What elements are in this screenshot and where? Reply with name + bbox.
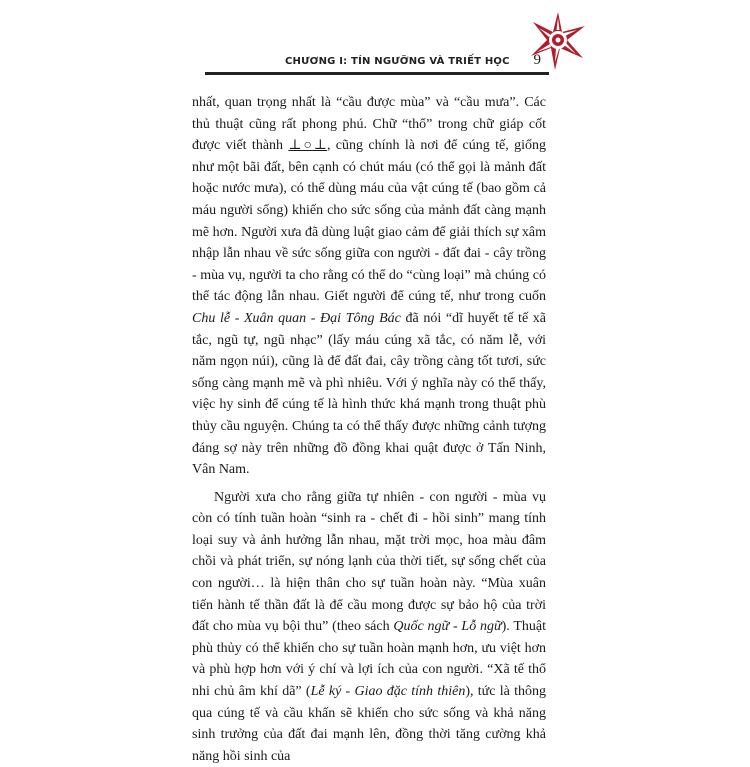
p2-text-3: ), tức là thông qua cúng tế và cầu khấn sẽ khiến cho sức sống và khả năng sinh trưởng của đất đai mạnh lên, đồng thời tăng cường khả năng hồi sinh của [192,684,547,764]
p1-citation-1: Chu lễ - Xuân quan - Đại Tông Bác [192,310,401,326]
running-header [205,52,549,70]
p2-text-2: ). Thuật phù thủy có thể khiến cho sự tuần hoàn mạnh hơn, ưu việt hơn và phù hợp hơn với ý chí và lợi ích của con người. “Xã tế thổ nhi chủ âm khí dã” ( [192,619,546,700]
body-text [192,92,546,767]
oracle-bone-glyph: ⊥○⊥ [288,138,327,154]
page-number: 9 [533,52,541,68]
p2-citation-1: Quốc ngữ - Lỗ ngữ [393,619,502,635]
p1-text-3: đã nói “dĩ huyết tế tế xã tắc, ngũ tự, ngũ nhạc” (lấy máu cúng xã tắc, có năm lễ, với năm ngọn núi), cũng là để đất đai, cây trồng càng tốt tươi, sức sống càng mạnh mẽ và phì nhiêu. Với ý nghĩa này có thể thấy, việc hy sinh để cúng tế là hình thức khá mạnh trong thuật phù thủy cầu nguyện. Chúng ta có thể thấy được những cảnh tượng đáng sợ này trên những đồ đồng khai quật được ở Tấn Ninh, Vân Nam. [192,310,547,478]
paragraph-2 [192,487,546,767]
p2-citation-2: Lễ ký - Giao đặc tính thiên [310,684,466,700]
p1-text-1: nhất, quan trọng nhất là “cầu được mùa” và “cầu mưa”. Các thủ thuật cũng rất phong phú. Chữ “thổ” trong chữ giáp cốt được viết thành [192,95,546,154]
p2-text-1: Người xưa cho rằng giữa tự nhiên - con người - mùa vụ còn có tính tuần hoàn “sinh ra - chết đi - hồi sinh” mang tính loại suy và ảnh hưởng lẫn nhau, mặt trời mọc, hoa màu đâm chồi và phát triển, sự nóng lạnh của thời tiết, sự sống chết của con người… là hiện thân cho sự tuần hoàn này. “Mùa xuân tiến hành tế thần đất là để cầu mong được sự bảo hộ của trời đất cho mùa vụ bội thu” (theo sách [192,489,546,635]
p1-text-2: , cũng chính là nơi để cúng tế, giống như một bãi đất, bên cạnh có chút máu (có thể gọi là mảnh đất hoặc nước mưa), có thể dùng máu của vật cúng tế (bao gồm cả máu người sống) khiến cho sức sống của mảnh đất càng mạnh mẽ hơn. Người xưa đã dùng luật giao cảm để giải thích sự xâm nhập lẫn nhau về sức sống giữa con người - đất đai - cây trồng - mùa vụ, người ta cho rằng có thể do “cùng loại” mà chúng có thể tác động lẫn nhau. Giết người để cúng tế, như trong cuốn [192,138,546,305]
header-rule [205,72,549,75]
paragraph-1 [192,92,546,481]
chapter-title: CHƯƠNG I: TÍN NGƯỠNG VÀ TRIẾT HỌC [285,56,510,67]
